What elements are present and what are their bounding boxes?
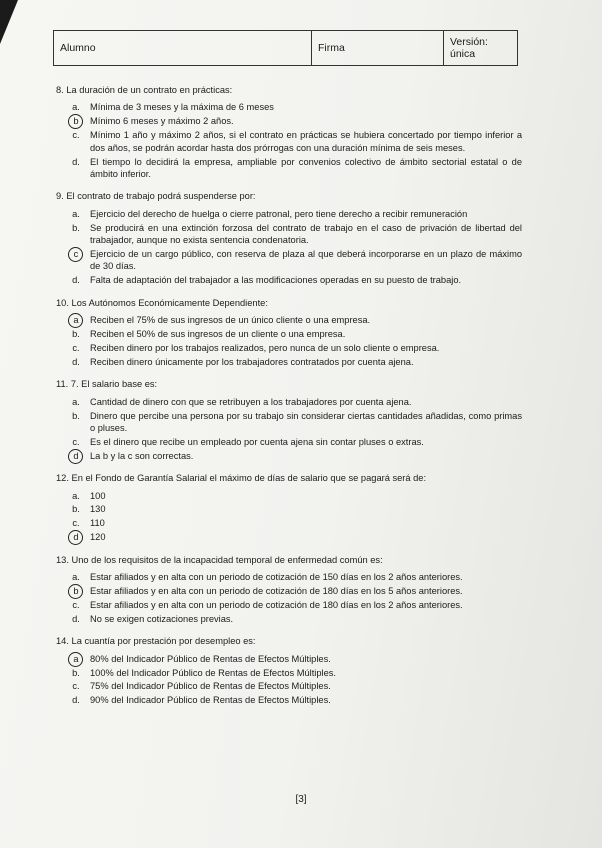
circled-option-letter: a bbox=[68, 314, 84, 326]
option-letter: a. bbox=[72, 396, 80, 407]
question-number: 9. bbox=[56, 191, 64, 202]
question-prompt: Los Autónomos Económicamente Dependiente: bbox=[71, 297, 268, 308]
question-14 bbox=[56, 635, 522, 707]
option-text: La b y la c son correctas. bbox=[90, 450, 194, 461]
answer-option bbox=[68, 680, 522, 692]
question-number: 10. bbox=[56, 297, 69, 308]
answer-option bbox=[68, 342, 522, 354]
question-13 bbox=[56, 554, 522, 626]
answer-option bbox=[68, 653, 522, 665]
option-letter: a. bbox=[72, 490, 80, 501]
question-prompt: Uno de los requisitos de la incapacidad temporal de enfermedad común es: bbox=[71, 554, 383, 565]
option-letter: d. bbox=[72, 275, 80, 286]
question-9 bbox=[56, 190, 522, 286]
option-letter: d. bbox=[72, 695, 80, 706]
answer-option bbox=[68, 410, 522, 435]
answer-option bbox=[68, 248, 522, 273]
question-prompt: En el Fondo de Garantía Salarial el máximo de días de salario que se pagará será de: bbox=[71, 473, 427, 484]
scan-corner-shadow bbox=[0, 0, 18, 44]
answer-option bbox=[68, 613, 522, 625]
option-letter: b. bbox=[72, 504, 80, 515]
option-letter: a. bbox=[72, 572, 80, 583]
option-letter: b. bbox=[72, 222, 80, 233]
option-text: Reciben el 75% de sus ingresos de un único cliente o una empresa. bbox=[90, 315, 371, 326]
question-number: 14. bbox=[56, 636, 69, 647]
answer-option bbox=[68, 599, 522, 611]
answer-option bbox=[68, 490, 522, 502]
answer-option bbox=[68, 101, 522, 113]
option-text: Estar afiliados y en alta con un periodo de cotización de 180 días en los 5 años anteriores. bbox=[90, 586, 463, 596]
question-number: 8. bbox=[56, 85, 64, 95]
alumno-cell: Alumno bbox=[54, 31, 312, 65]
answer-option bbox=[68, 222, 522, 247]
question-8 bbox=[56, 84, 522, 180]
option-letter: c. bbox=[72, 130, 80, 141]
option-text: 100 bbox=[90, 490, 106, 501]
option-text: Estar afiliados y en alta con un periodo de cotización de 150 días en los 2 años anteriores. bbox=[90, 572, 463, 583]
option-letter: c. bbox=[72, 518, 80, 529]
question-text bbox=[56, 190, 522, 202]
option-text: Se producirá en una extinción forzosa del contrato de trabajo en el caso de privación de libertad del trabajador, aunque no exista sentencia condenatoria. bbox=[90, 222, 522, 246]
question-text bbox=[56, 297, 522, 309]
version-cell: Versión: única bbox=[450, 36, 488, 60]
option-letter: c. bbox=[72, 681, 80, 692]
answer-option bbox=[68, 694, 522, 706]
option-text: El tiempo lo decidirá la empresa, ampliable por convenios colectivo de ámbito sectorial estatal o de ámbito inferior. bbox=[90, 156, 522, 179]
option-text: Estar afiliados y en alta con un periodo de cotización de 180 días en los 2 años anteriores. bbox=[90, 599, 463, 610]
circled-option-letter: b bbox=[68, 115, 84, 127]
question-prompt: La duración de un contrato en prácticas: bbox=[66, 85, 233, 95]
answer-option bbox=[68, 503, 522, 515]
option-text: Ejercicio de un cargo público, con reserva de plaza al que deberá incorporarse en un plazo de máximo de 30 días. bbox=[90, 248, 522, 272]
option-text: 110 bbox=[90, 518, 105, 529]
option-text: 100% del Indicador Público de Rentas de Efectos Múltiples. bbox=[90, 667, 336, 678]
firma-cell: Firma bbox=[312, 31, 444, 65]
option-text: 120 bbox=[90, 532, 106, 543]
option-text: Ejercicio del derecho de huelga o cierre patronal, pero tiene derecho a recibir remuneración bbox=[90, 208, 468, 219]
option-text: Dinero que percibe una persona por su trabajo sin considerar ciertas cantidades añadidas, como primas o pluses. bbox=[90, 410, 522, 433]
option-letter: c. bbox=[72, 342, 80, 353]
option-text: Mínimo 6 meses y máximo 2 años. bbox=[90, 116, 234, 127]
answer-option bbox=[68, 208, 522, 220]
question-text bbox=[56, 472, 522, 484]
answer-option bbox=[68, 450, 522, 462]
questions-list bbox=[56, 84, 522, 717]
question-prompt: El contrato de trabajo podrá suspenderse por: bbox=[66, 191, 256, 202]
option-text: 90% del Indicador Público de Rentas de Efectos Múltiples. bbox=[90, 695, 331, 706]
question-text bbox=[56, 378, 522, 390]
option-text: Falta de adaptación del trabajador a las modificaciones operadas en su puesto de trabajo. bbox=[90, 275, 462, 286]
answer-option bbox=[68, 571, 522, 583]
question-number: 13. bbox=[56, 554, 69, 565]
option-text: 80% del Indicador Público de Rentas de Efectos Múltiples. bbox=[90, 653, 331, 664]
option-text: 75% del Indicador Público de Rentas de Efectos Múltiples. bbox=[90, 681, 331, 692]
option-letter: d. bbox=[72, 613, 80, 624]
answer-option bbox=[68, 531, 522, 543]
question-10 bbox=[56, 297, 522, 369]
question-prompt: 7. El salario base es: bbox=[70, 379, 158, 390]
answer-option bbox=[68, 314, 522, 326]
answer-option bbox=[68, 156, 522, 181]
answer-option bbox=[68, 328, 522, 340]
option-text: Reciben dinero por los trabajos realizados, pero nunca de un solo cliente o empresa. bbox=[90, 342, 440, 353]
page-number: [3] bbox=[295, 794, 307, 805]
answer-option bbox=[68, 129, 522, 154]
answer-option bbox=[68, 356, 522, 368]
option-letter: c. bbox=[72, 436, 80, 447]
option-letter: b. bbox=[72, 329, 80, 339]
option-text: Es el dinero que recibe un empleado por cuenta ajena sin contar pluses o extras. bbox=[90, 436, 424, 447]
answer-option bbox=[68, 396, 522, 408]
answer-option bbox=[68, 667, 522, 679]
answer-option bbox=[68, 436, 522, 448]
option-text: Reciben dinero únicamente por los trabajadores contratados por cuenta ajena. bbox=[90, 356, 414, 367]
question-text bbox=[56, 84, 522, 96]
circled-option-letter: a bbox=[68, 653, 84, 665]
option-text: Mínima de 3 meses y la máxima de 6 meses bbox=[90, 102, 274, 113]
option-text: Mínimo 1 año y máximo 2 años, si el contrato en prácticas se hubiera concertado por tiempo inferior a dos años, se podrán acordar hasta dos prórrogas con una duración mínima de seis meses. bbox=[90, 130, 522, 153]
option-text: 130 bbox=[90, 504, 106, 515]
question-12 bbox=[56, 472, 522, 544]
circled-option-letter: d bbox=[68, 531, 84, 543]
option-letter: d. bbox=[72, 156, 80, 167]
question-text bbox=[56, 554, 522, 566]
student-header-table bbox=[53, 30, 518, 66]
answer-option bbox=[68, 517, 522, 529]
circled-option-letter: d bbox=[68, 450, 84, 462]
answer-option bbox=[68, 274, 522, 286]
option-text: Cantidad de dinero con que se retribuyen a los trabajadores por cuenta ajena. bbox=[90, 396, 412, 407]
question-text bbox=[56, 635, 522, 647]
option-letter: c. bbox=[72, 599, 80, 610]
option-letter: b. bbox=[72, 667, 80, 678]
option-letter: a. bbox=[72, 102, 80, 113]
circled-option-letter: b bbox=[68, 585, 84, 597]
question-number: 12. bbox=[56, 473, 69, 484]
option-text: No se exigen cotizaciones previas. bbox=[90, 613, 234, 624]
option-text: Reciben el 50% de sus ingresos de un cliente o una empresa. bbox=[90, 329, 346, 339]
option-letter: d. bbox=[72, 356, 80, 367]
question-11 bbox=[56, 378, 522, 462]
answer-option bbox=[68, 115, 522, 127]
answer-option bbox=[68, 585, 522, 597]
option-letter: b. bbox=[72, 410, 80, 421]
question-number: 11. bbox=[56, 379, 69, 390]
circled-option-letter: c bbox=[68, 248, 84, 273]
option-letter: a. bbox=[72, 208, 80, 219]
question-prompt: La cuantía por prestación por desempleo es: bbox=[71, 636, 256, 647]
